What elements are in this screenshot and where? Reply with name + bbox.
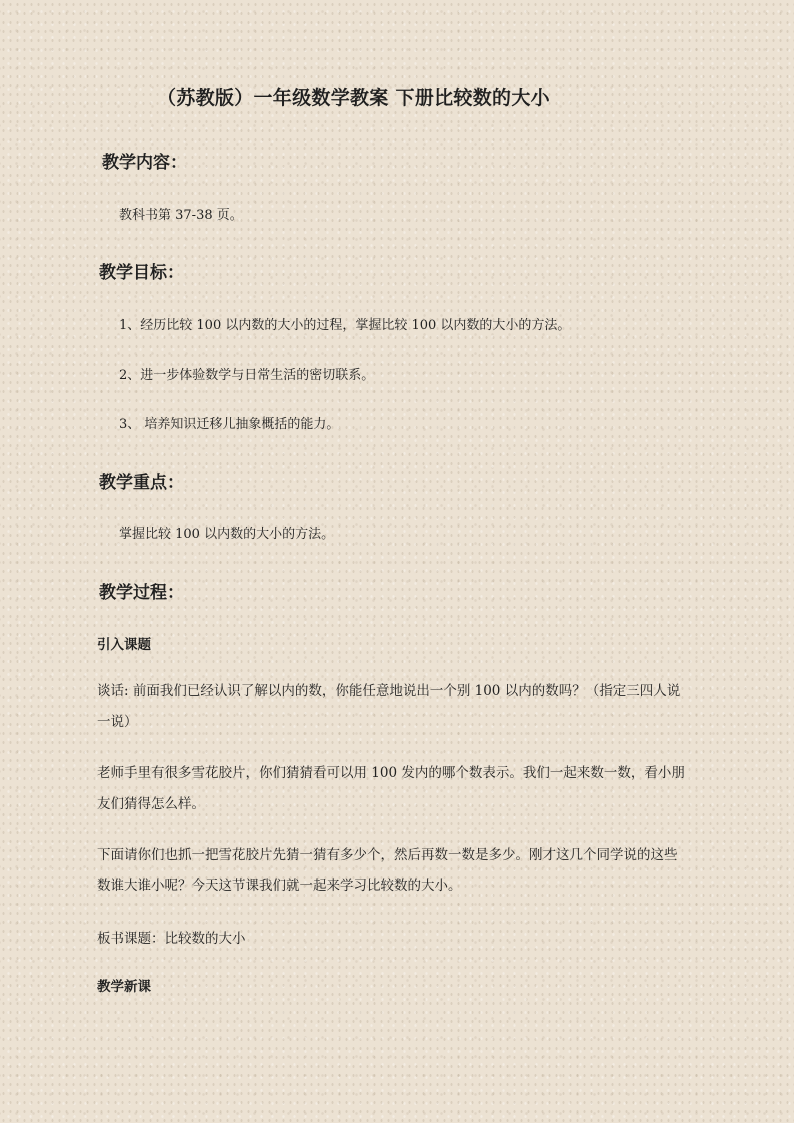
intro-paragraph-3-line-2: 数谁大谁小呢？今天这节课我们就一起来学习比较数的大小。 bbox=[97, 878, 462, 894]
heading-teaching-content: 教学内容： bbox=[102, 153, 187, 173]
subheading-intro: 引入课题 bbox=[97, 637, 151, 653]
heading-key-point: 教学重点： bbox=[99, 473, 184, 493]
intro-paragraph-1-line-1: 谈话: 前面我们已经认识了解以内的数，你能任意地说出一个别 100 以内的数吗？（指定三四人说 bbox=[97, 683, 681, 699]
document-title: （苏教版）一年级数学教案 下册比较数的大小 bbox=[157, 87, 550, 109]
goal-item-3: 3、 培养知识迁移儿抽象概括的能力。 bbox=[119, 417, 340, 432]
intro-paragraph-3-line-1: 下面请你们也抓一把雪花胶片先猜一猜有多少个，然后再数一数是多少。刚才这几个同学说的这些 bbox=[97, 847, 678, 863]
intro-paragraph-2-line-1: 老师手里有很多雪花胶片，你们猜猜看可以用 100 发内的哪个数表示。我们一起来数一数，看小朋 bbox=[97, 765, 685, 781]
goal-item-2: 2、进一步体验数学与日常生活的密切联系。 bbox=[119, 368, 375, 383]
key-point-text: 掌握比较 100 以内数的大小的方法。 bbox=[119, 527, 335, 542]
intro-paragraph-1 bbox=[97, 676, 701, 738]
goal-item-1: 1、经历比较 100 以内数的大小的过程，掌握比较 100 以内数的大小的方法。 bbox=[119, 318, 571, 333]
board-title-text: 板书课题：比较数的大小 bbox=[97, 931, 246, 947]
intro-paragraph-2 bbox=[97, 758, 701, 820]
intro-paragraph-1-line-2: 一说） bbox=[97, 714, 138, 730]
heading-teaching-goals: 教学目标： bbox=[99, 263, 184, 283]
subheading-new-lesson: 教学新课 bbox=[97, 979, 151, 995]
teaching-content-text: 教科书第 37-38 页。 bbox=[119, 208, 243, 223]
intro-paragraph-2-line-2: 友们猜得怎么样。 bbox=[97, 796, 205, 812]
intro-paragraph-3 bbox=[97, 840, 701, 902]
heading-teaching-process: 教学过程： bbox=[99, 583, 184, 603]
